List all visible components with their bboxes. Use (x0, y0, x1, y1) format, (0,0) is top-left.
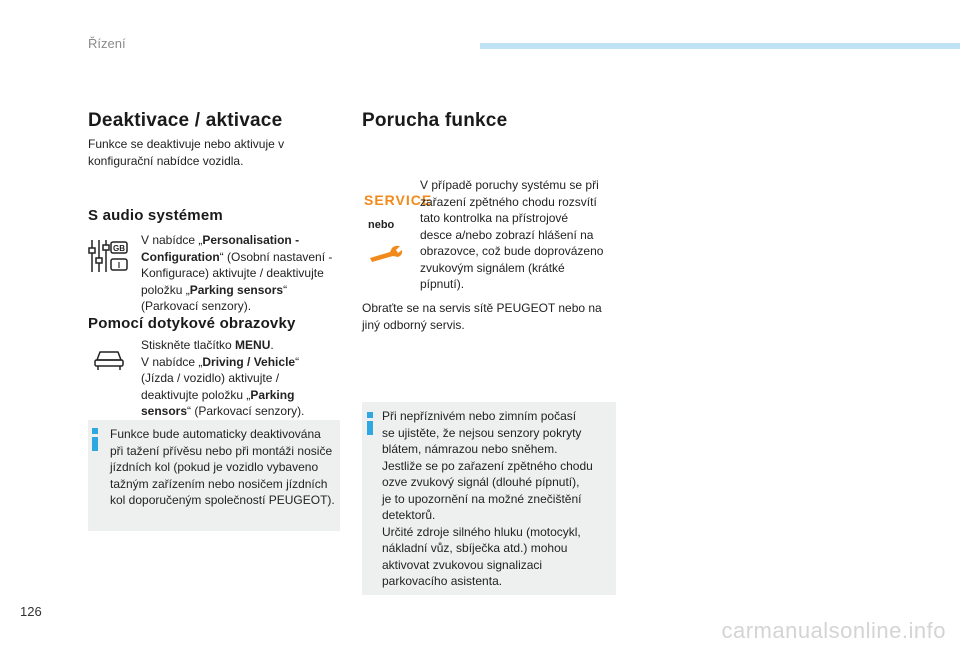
malfunction-title: Porucha funkce (362, 110, 508, 131)
info-note-text: Funkce bude automaticky deaktivována při tažení přívěsu nebo při montáži nosiče jízdních kol (pokud je vozidlo vybaveno tažným zařízením nebo nosičem jízdních kol doporučeným společností PEUGEOT). (110, 427, 335, 507)
watermark: carmanualsonline.info (721, 618, 946, 643)
audio-system-icon (88, 238, 130, 274)
or-label: nebo (368, 219, 395, 231)
svg-text:I: I (117, 261, 121, 270)
wrench-icon (368, 244, 404, 264)
intro-line: konfigurační nabídce vozidla. (88, 153, 244, 168)
weather-note-box (362, 402, 616, 595)
vehicle-icon (93, 348, 125, 372)
svg-text:GB: GB (113, 244, 125, 253)
touchscreen-heading: Pomocí dotykové obrazovky (88, 315, 296, 332)
weather-note-text: Při nepříznivém nebo zimním počasí se ujistěte, že nejsou senzory pokryty blátem, námrazou nebo sněhem. Jestliže se po zařazení zpětného chodu ozve zvukový signál (dlouhé pípnutí), je to upozornění na možné znečištění detektorů. Určité zdroje silného hluku (motocykl, nákladní vůz, sbíječka atd.) mohou aktivovat zvukovou signalizaci parkovacího asistenta. (382, 409, 593, 588)
audio-system-heading: S audio systémem (88, 207, 223, 224)
deactivation-title: Deaktivace / aktivace (88, 110, 283, 131)
service-contact-text: Obraťte se na servis sítě PEUGEOT nebo na jiný odborný servis. (362, 301, 602, 332)
info-note-box (88, 420, 340, 531)
page-number: 126 (20, 604, 42, 619)
malfunction-description: V případě poruchy systému se při zařazení zpětného chodu rozsvítí tato kontrolka na přístrojové desce a/nebo zobrazí hlášení na obrazovce, což bude doprovázeno zvukovým signálem (krátké pípnutí). (420, 178, 604, 291)
touchscreen-instructions: Stiskněte tlačítko MENU. V nabídce „Driving / Vehicle“ (Jízda / vozidlo) aktivujte / deaktivujte položku „Parking sensors“ (Parkovací senzory). (141, 338, 305, 418)
deactivation-intro (88, 136, 284, 169)
intro-line: Funkce se deaktivuje nebo aktivuje v (88, 137, 285, 151)
header-accent-bar (480, 43, 960, 49)
section-title: Řízení (88, 36, 126, 51)
audio-instructions: V nabídce „Personalisation - Configuration“ (Osobní nastavení - Konfigurace) aktivujte / deaktivujte položku „Parking sensors“ (Parkovací senzory). (141, 233, 333, 313)
service-warning-icon: SERVICE (364, 192, 433, 208)
